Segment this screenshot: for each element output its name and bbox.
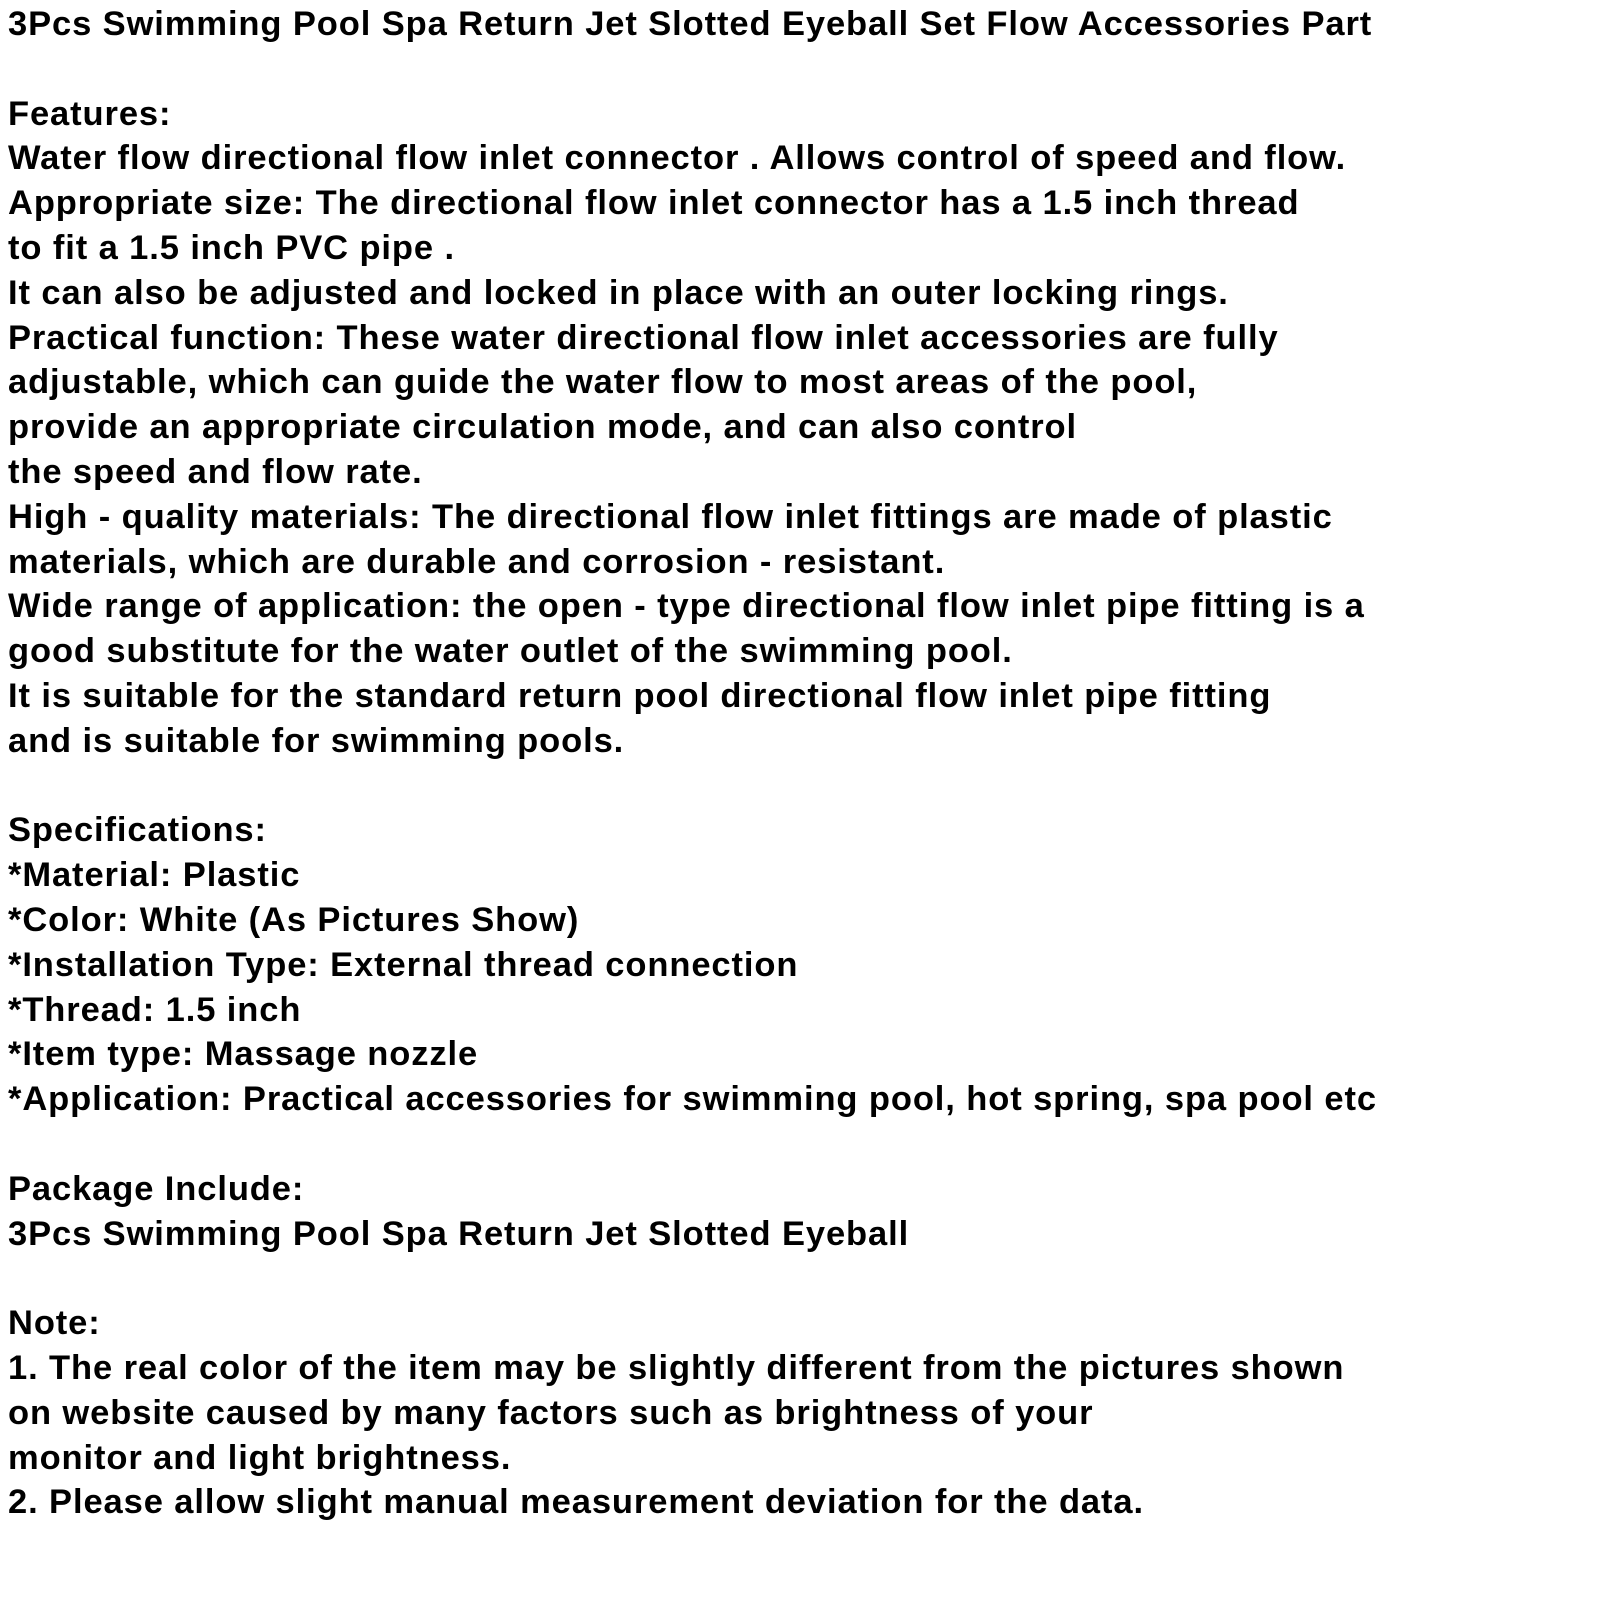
features-line: to fit a 1.5 inch PVC pipe . [8, 228, 455, 267]
specifications-heading: Specifications: [8, 811, 267, 850]
package-line: 3Pcs Swimming Pool Spa Return Jet Slotted Eyeball [8, 1214, 910, 1253]
features-line: Appropriate size: The directional flow inlet connector has a 1.5 inch thread [8, 184, 1300, 223]
spacer [8, 47, 1593, 92]
product-description [8, 2, 1593, 1525]
note-heading: Note: [8, 1304, 101, 1343]
note-section [8, 1301, 1593, 1525]
note-line: monitor and light brightness. [8, 1438, 512, 1477]
features-line: It can also be adjusted and locked in place with an outer locking rings. [8, 273, 1229, 312]
features-line: good substitute for the water outlet of the swimming pool. [8, 632, 1013, 671]
package-section [8, 1167, 1593, 1257]
note-line: 1. The real color of the item may be slightly different from the pictures shown [8, 1348, 1345, 1387]
note-line: 2. Please allow slight manual measurement deviation for the data. [8, 1483, 1144, 1522]
features-line: materials, which are durable and corrosion - resistant. [8, 542, 946, 581]
features-line: adjustable, which can guide the water flow to most areas of the pool, [8, 363, 1198, 402]
features-line: Water flow directional flow inlet connector . Allows control of speed and flow. [8, 139, 1347, 178]
product-title: 3Pcs Swimming Pool Spa Return Jet Slotted Eyeball Set Flow Accessories Part [8, 5, 1373, 43]
spacer [8, 764, 1593, 809]
spec-line: *Material: Plastic [8, 856, 301, 895]
features-line: and is suitable for swimming pools. [8, 721, 625, 760]
spec-line: *Application: Practical accessories for swimming pool, hot spring, spa pool etc [8, 1080, 1377, 1119]
package-heading: Package Include: [8, 1169, 305, 1208]
features-line: High - quality materials: The directional flow inlet fittings are made of plastic [8, 497, 1333, 536]
spec-line: *Item type: Massage nozzle [8, 1035, 479, 1074]
features-section [8, 92, 1593, 764]
features-line: It is suitable for the standard return pool directional flow inlet pipe fitting [8, 676, 1272, 715]
spacer [8, 1122, 1593, 1167]
features-line: the speed and flow rate. [8, 452, 423, 491]
features-line: Wide range of application: the open - type directional flow inlet pipe fitting is a [8, 587, 1365, 626]
spacer [8, 1256, 1593, 1301]
spec-line: *Thread: 1.5 inch [8, 990, 302, 1029]
spec-line: *Installation Type: External thread connection [8, 945, 799, 984]
features-heading: Features: [8, 94, 172, 133]
features-line: provide an appropriate circulation mode, and can also control [8, 408, 1078, 447]
specifications-section [8, 808, 1593, 1122]
features-line: Practical function: These water directional flow inlet accessories are fully [8, 318, 1279, 357]
spec-line: *Color: White (As Pictures Show) [8, 900, 580, 939]
note-line: on website caused by many factors such as brightness of your [8, 1393, 1094, 1432]
